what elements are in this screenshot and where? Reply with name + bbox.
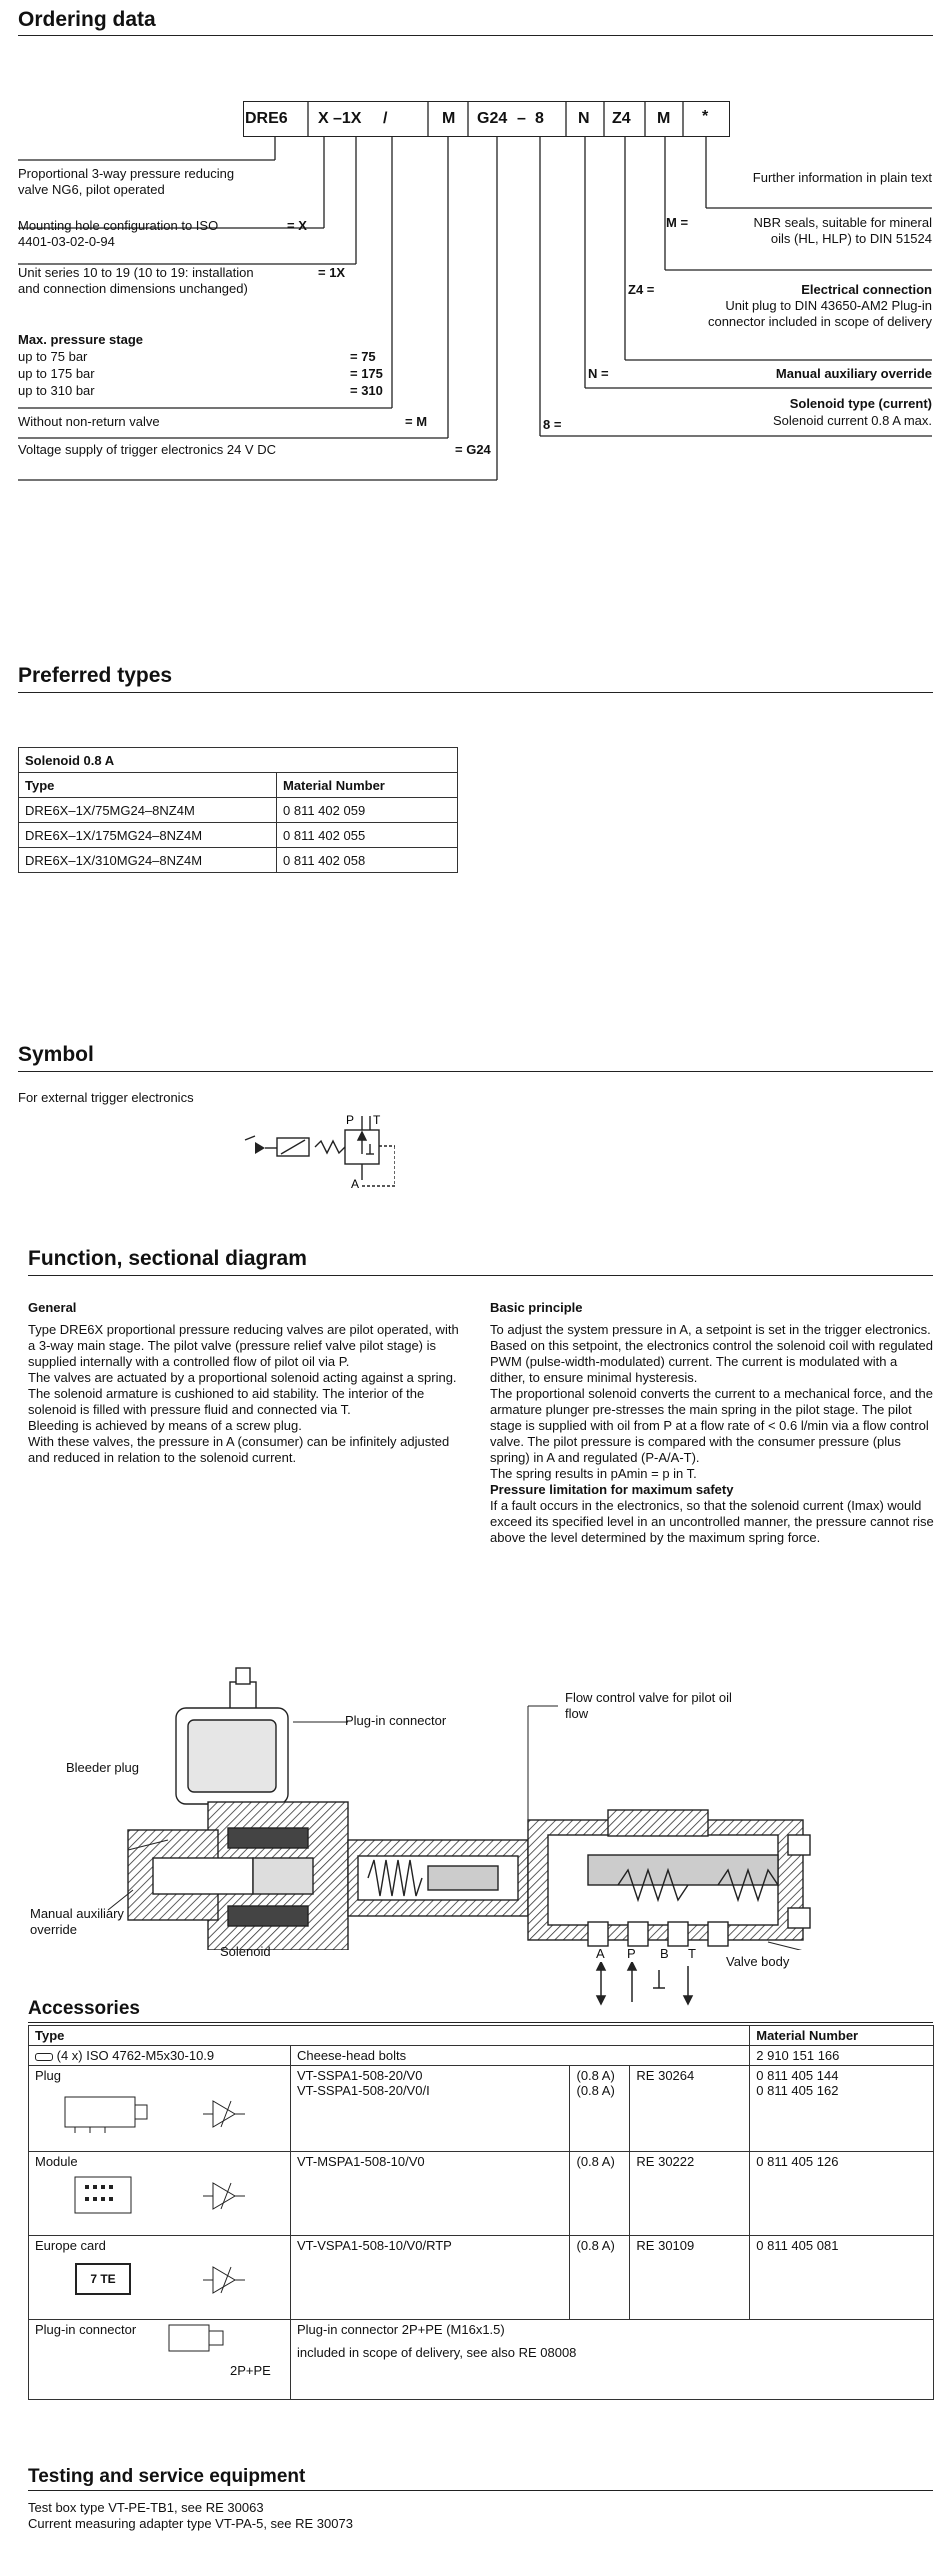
- acc-type: [29, 2066, 291, 2152]
- amplifier-icon: [195, 2259, 255, 2299]
- preferred-material: 0 811 402 058: [277, 848, 458, 873]
- acc-amp: [570, 2066, 630, 2152]
- port-t-label: T: [688, 1946, 696, 1961]
- table-row: [19, 848, 458, 873]
- code-z4: Z4: [612, 110, 631, 127]
- order-pressure-75: up to 75 bar: [18, 349, 88, 364]
- basic-text: [490, 1322, 935, 1546]
- acc-type-text: Module: [35, 2154, 78, 2169]
- order-right-2: NBR seals, suitable for mineral oils (HL, HLP) to DIN 51524: [753, 215, 932, 246]
- accessories-rule: [28, 2022, 933, 2023]
- connector-icon: [35, 2337, 284, 2387]
- limit-title: Pressure limitation for maximum safety: [490, 1482, 734, 1497]
- table-row: [29, 2320, 934, 2400]
- label-bleeder-plug: Bleeder plug: [66, 1760, 139, 1775]
- order-left-2: [18, 218, 243, 250]
- preferred-rule: [18, 692, 933, 693]
- acc-type-text: Europe card: [35, 2238, 106, 2253]
- preferred-heading: Preferred types: [18, 664, 173, 687]
- code-dre6: DRE6: [245, 110, 288, 127]
- general-title: General: [28, 1300, 77, 1315]
- acc-material: 0 811 405 126: [750, 2152, 934, 2236]
- acc-material-text: 0 811 405 144: [756, 2068, 839, 2083]
- module-icon: [35, 2169, 275, 2225]
- code-star: *: [702, 108, 709, 125]
- port-arrows: [585, 1962, 705, 2007]
- order-right-3-title: Electrical connection: [801, 282, 932, 297]
- basic-title: Basic principle: [490, 1300, 583, 1315]
- acc-material: 2 910 151 166: [750, 2046, 934, 2066]
- code-dash: –: [517, 110, 526, 127]
- testing-line-2: Current measuring adapter type VT-PA-5, see RE 30073: [28, 2516, 353, 2531]
- acc-desc: [290, 2320, 933, 2400]
- order-right-5-key: 8 =: [543, 417, 562, 432]
- function-heading: Function, sectional diagram: [28, 1247, 307, 1270]
- order-pressure-75-key: = 75: [350, 349, 376, 364]
- preferred-col-type: Type: [19, 773, 277, 798]
- basic-paragraph: The proportional solenoid converts the current to a mechanical force, and the armature plunger pre-stresses the main spring in the pilot stage. The pilot stage is supplied with oil from P at a flow rate of < 0.6 l/min via a flow control valve. The pilot pressure is compared with the consumer pressure (plus spring) in A and regulated (P-A/A-T).: [490, 1386, 933, 1465]
- testing-heading: Testing and service equipment: [28, 2466, 306, 2487]
- symbol-rule: [18, 1071, 933, 1072]
- function-rule: [28, 1275, 933, 1276]
- ordering-leader-bottom: [0, 460, 950, 490]
- acc-desc-text: Plug-in connector 2P+PE (M16x1.5): [296, 2322, 505, 2337]
- europe-card-icon: [35, 2253, 284, 2307]
- connector-drawing: [165, 2321, 245, 2355]
- code-m: M: [442, 110, 456, 127]
- order-left-2-key: = X: [287, 218, 307, 233]
- acc-type-text: Plug: [35, 2068, 62, 2083]
- acc-col-material: Material Number: [750, 2026, 934, 2046]
- general-paragraph: Bleeding is achieved by means of a screw plug.: [28, 1418, 302, 1433]
- testing-rule: [28, 2490, 933, 2491]
- preferred-material: 0 811 402 055: [277, 823, 458, 848]
- accessories-heading: Accessories: [28, 1998, 140, 2019]
- port-p-label: P: [627, 1946, 636, 1961]
- plug-amplifier-icon: [35, 2083, 275, 2143]
- general-paragraph: Type DRE6X proportional pressure reducing valves are pilot operated, with a 3-way main stage. The pilot valve (pressure relief valve pilot stage) is supplied internally with a controlled flow of pilot oil via P.: [28, 1322, 459, 1369]
- label-plug-connector: Plug-in connector: [345, 1713, 447, 1728]
- order-left-2-text: Mounting hole configuration to ISO 4401-03-02-0-94: [18, 218, 219, 249]
- table-row: [19, 798, 458, 823]
- testing-line-1: Test box type VT-PE-TB1, see RE 30063: [28, 2500, 264, 2515]
- acc-desc-text: VT-SSPA1-508-20/V0: [296, 2068, 423, 2083]
- acc-type-text: Plug-in connector: [35, 2322, 137, 2337]
- order-right-2-key: M =: [666, 215, 689, 230]
- acc-type-text: (4 x) ISO 4762-M5x30-10.9: [56, 2048, 215, 2063]
- order-left-6-key: = G24: [455, 442, 491, 457]
- order-right-4-key: N =: [588, 366, 609, 381]
- order-left-5: Without non-return valve: [18, 414, 160, 429]
- order-right-5: Solenoid current 0.8 A max.: [773, 413, 932, 428]
- preferred-type: DRE6X–1X/175MG24–8NZ4M: [19, 823, 277, 848]
- preferred-col-material: Material Number: [277, 773, 458, 798]
- acc-re: RE 30222: [630, 2152, 750, 2236]
- code-g24: G24: [477, 110, 508, 127]
- general-text: [28, 1322, 468, 1466]
- acc-amp: (0.8 A): [570, 2152, 630, 2236]
- order-right-5-title: Solenoid type (current): [789, 396, 932, 411]
- hydraulic-symbol: [225, 1108, 395, 1193]
- acc-type: [29, 2236, 291, 2320]
- symbol-label-a: A: [351, 1177, 360, 1191]
- code-1x: –1X: [333, 110, 362, 127]
- order-pressure-175-key: = 175: [350, 366, 383, 381]
- order-pressure-310: up to 310 bar: [18, 383, 95, 398]
- symbol-caption: For external trigger electronics: [18, 1090, 194, 1105]
- code-m2: M: [657, 110, 671, 127]
- acc-desc: VT-MSPA1-508-10/V0: [290, 2152, 570, 2236]
- label-flow-control: Flow control valve for pilot oil flow: [565, 1690, 732, 1721]
- order-right-3-key: Z4 =: [628, 282, 655, 297]
- card-label: 7 TE: [75, 2263, 131, 2295]
- order-left-3-key: = 1X: [318, 265, 346, 280]
- general-paragraph: The valves are actuated by a proportional solenoid acting against a spring. The solenoid armature is cushioned to aid stability. The interior of the solenoid is filled with pressure fluid and connected via T.: [28, 1370, 457, 1417]
- code-x: X: [318, 110, 329, 127]
- acc-desc-text-2: included in scope of delivery, see also RE 08008: [296, 2345, 577, 2360]
- symbol-label-p: P: [346, 1113, 355, 1127]
- preferred-type: DRE6X–1X/310MG24–8NZ4M: [19, 848, 277, 873]
- table-row: [29, 2066, 934, 2152]
- order-pressure-175: up to 175 bar: [18, 366, 95, 381]
- acc-re: RE 30264: [630, 2066, 750, 2152]
- acc-type: [29, 2152, 291, 2236]
- preferred-table-title: Solenoid 0.8 A: [19, 748, 458, 773]
- limit-paragraph: If a fault occurs in the electronics, so that the solenoid current (Imax) would exceed its specified level in an uncontrolled manner, the pressure cannot rise above the level determined by the maximum spring force.: [490, 1498, 934, 1545]
- preferred-type: DRE6X–1X/75MG24–8NZ4M: [19, 798, 277, 823]
- acc-desc: VT-VSPA1-508-10/V0/RTP: [290, 2236, 570, 2320]
- order-right-3: Unit plug to DIN 43650-AM2 Plug-in connector included in scope of delivery: [707, 298, 932, 329]
- sectional-diagram: [28, 1660, 933, 1950]
- acc-amp: (0.8 A): [570, 2236, 630, 2320]
- acc-material: [750, 2066, 934, 2152]
- code-slash: /: [383, 110, 388, 127]
- acc-desc-text-2: VT-SSPA1-508-20/V0/I: [296, 2083, 430, 2098]
- order-pressure-310-key: = 310: [350, 383, 383, 398]
- table-row: [29, 2152, 934, 2236]
- port-a-label: A: [596, 1946, 605, 1961]
- symbol-heading: Symbol: [18, 1043, 94, 1066]
- general-paragraph: With these valves, the pressure in A (consumer) can be infinitely adjusted and reduced in relation to the solenoid current.: [28, 1434, 450, 1465]
- acc-desc: Cheese-head bolts: [290, 2046, 749, 2066]
- basic-paragraph: The spring results in pAmin = p in T.: [490, 1466, 697, 1481]
- order-left-5-key: = M: [405, 414, 428, 429]
- basic-paragraph: To adjust the system pressure in A, a setpoint is set in the trigger electronics. Based on this setpoint, the electronics control the solenoid coil with regulated PWM (pulse-width-modulated) current. The current is modulated with a dither, to ensure minimal hysteresis.: [490, 1322, 933, 1385]
- acc-amp-text-2: (0.8 A): [576, 2083, 615, 2098]
- table-row: [29, 2236, 934, 2320]
- connector-sub-label: 2P+PE: [230, 2363, 271, 2378]
- acc-material-text-2: 0 811 405 162: [756, 2083, 839, 2098]
- label-valve-body: Valve body: [726, 1954, 790, 1969]
- code-8: 8: [535, 110, 544, 127]
- acc-type: [29, 2320, 291, 2400]
- accessories-table: [28, 2025, 934, 2400]
- bolt-icon: [35, 2053, 53, 2061]
- acc-desc: [290, 2066, 570, 2152]
- order-right-4-title: Manual auxiliary override: [775, 366, 932, 381]
- code-n: N: [578, 110, 590, 127]
- acc-type: [29, 2046, 291, 2066]
- symbol-label-t: T: [373, 1113, 381, 1127]
- acc-re: RE 30109: [630, 2236, 750, 2320]
- order-left-6: Voltage supply of trigger electronics 24 V DC: [18, 442, 276, 457]
- acc-amp-text: (0.8 A): [576, 2068, 615, 2083]
- preferred-material: 0 811 402 059: [277, 798, 458, 823]
- acc-material: 0 811 405 081: [750, 2236, 934, 2320]
- ordering-heading: Ordering data: [18, 8, 156, 31]
- order-left-3: Unit series 10 to 19 (10 to 19: installation and connection dimensions unchanged): [18, 265, 254, 296]
- table-row: [19, 823, 458, 848]
- order-left-1: Proportional 3-way pressure reducing valve NG6, pilot operated: [18, 166, 235, 197]
- table-row: [29, 2046, 934, 2066]
- port-b-label: B: [660, 1946, 669, 1961]
- preferred-table: [18, 747, 458, 873]
- acc-col-type: Type: [29, 2026, 750, 2046]
- order-pressure-title: Max. pressure stage: [18, 332, 144, 347]
- order-right-1: Further information in plain text: [752, 170, 932, 185]
- label-solenoid: Solenoid: [220, 1944, 271, 1959]
- label-manual-override: Manual auxiliary override: [30, 1906, 124, 1937]
